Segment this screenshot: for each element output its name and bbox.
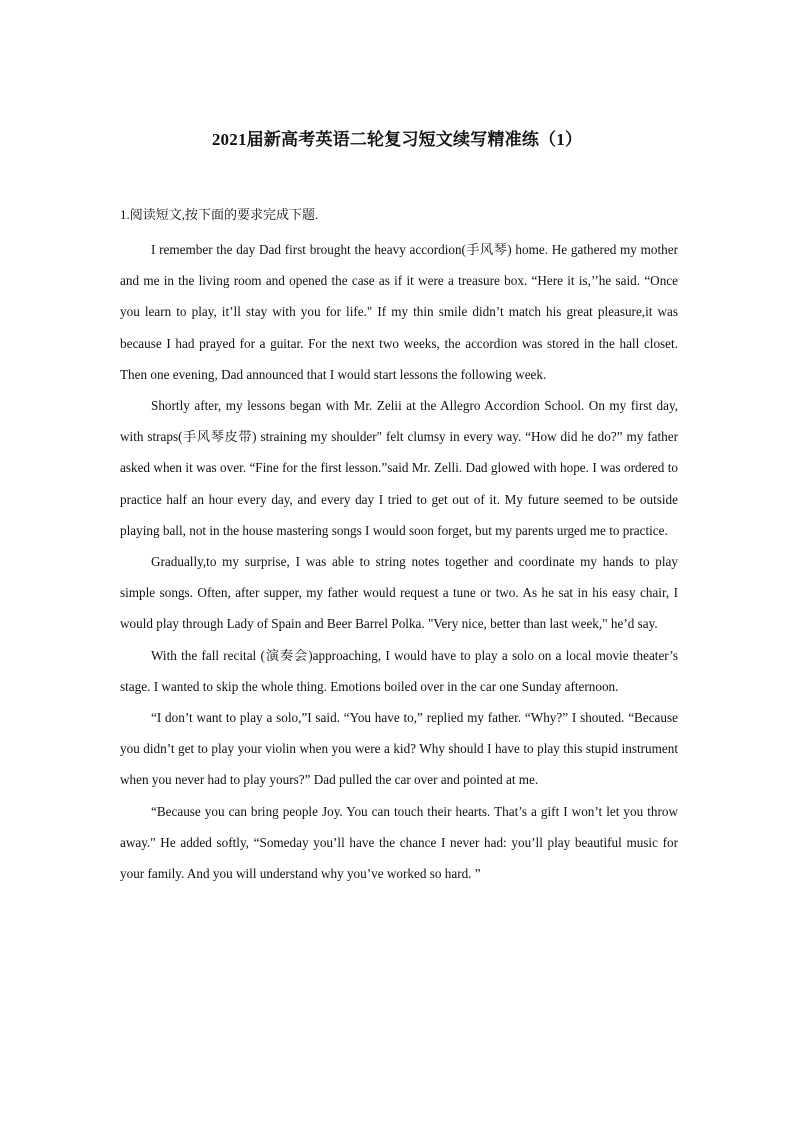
paragraph: I remember the day Dad first brought the heavy accordion(手风琴) home. He gathered my mother and me in the living room and opened the case as if it were a treasure box. “Here it is,’’he said. “Once you learn to play, it’ll stay with you for life." If my thin smile didn’t match his great pleasure,it was because I had prayed for a guitar. For the next two weeks, the accordion was stored in the hall closet. Then one evening, Dad announced that I would start lessons the following week. — [120, 242, 678, 382]
paragraph: “Because you can bring people Joy. You can touch their hearts. That’s a gift I won’t let you throw away." He added softly, “Someday you’ll have the chance I never had: you’ll play beautiful music for your family. And you will understand why you’ve worked so hard. ” — [120, 803, 678, 882]
passage-body — [120, 234, 678, 889]
paragraph: Gradually,to my surprise, I was able to string notes together and coordinate my hands to play simple songs. Often, after supper, my father would request a tune or two. As he sat in his easy chair, I would play through Lady of Spain and Beer Barrel Polka. "Very nice, better than last week," he’d say. — [120, 554, 678, 632]
document-title: 2021届新高考英语二轮复习短文续写精准练（1） — [211, 130, 583, 149]
paragraph: With the fall recital (演奏会)approaching, I would have to play a solo on a local movie theater’s stage. I wanted to skip the whole thing. Emotions boiled over in the car one Sunday afternoon. — [120, 647, 678, 694]
paragraph: “I don’t want to play a solo,”I said. “You have to,” replied my father. “Why?” I shouted. “Because you didn’t get to play your violin when you were a kid? Why should I have to play this stupid instrument when you never had to play yours?” Dad pulled the car over and pointed at me. — [120, 710, 678, 788]
paragraph: Shortly after, my lessons began with Mr. Zelii at the Allegro Accordion School. On my first day, with straps(手风琴皮带) straining my shoulder" felt clumsy in every way. “How did he do?” my father asked when it was over. “Fine for the first lesson.”said Mr. Zelli. Dad glowed with hope. I was ordered to practice half an hour every day, and every day I tried to get out of it. My future seemed to be outside playing ball, not in the house mastering songs I would soon forget, but my parents urged me to practice. — [120, 398, 678, 538]
question-label: 1.阅读短文,按下面的要求完成下题. — [120, 207, 319, 222]
